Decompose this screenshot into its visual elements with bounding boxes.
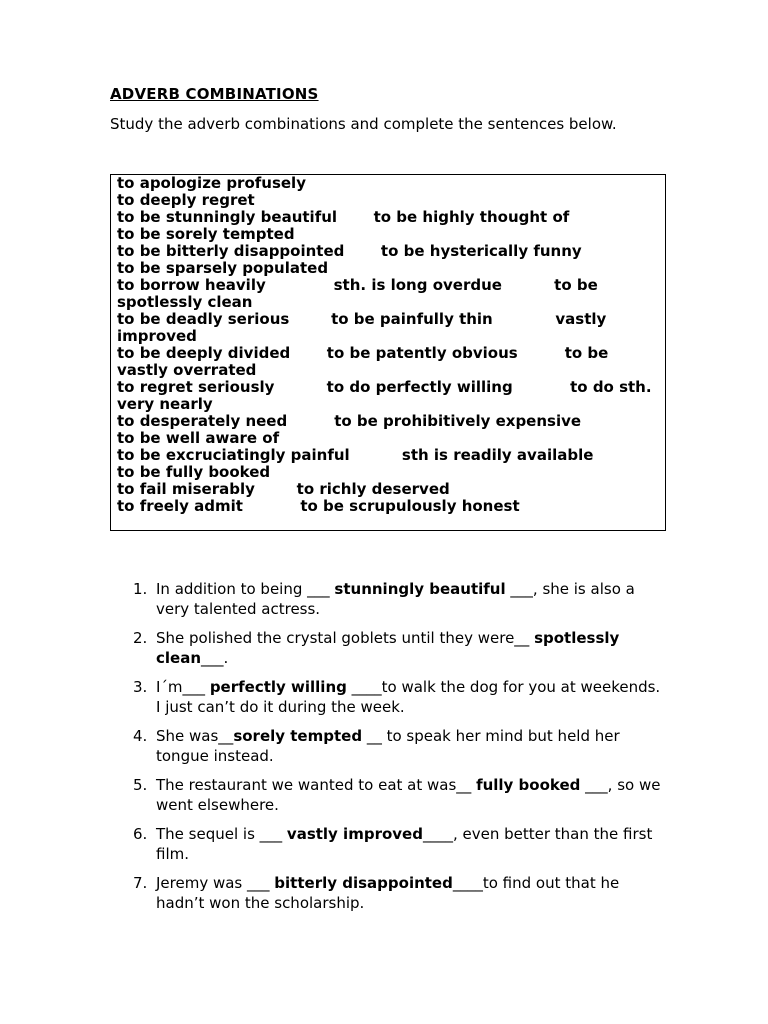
answer-text: stunningly beautiful (334, 580, 506, 598)
exercise-number: 2. (133, 629, 148, 647)
sentence-text: ___, so we went elsewhere. (156, 776, 661, 814)
exercise-number: 6. (133, 825, 148, 843)
exercise-item (110, 678, 666, 717)
answer-text: fully booked (476, 776, 581, 794)
combination-line: to be sparsely populated (117, 259, 329, 277)
exercise-item (110, 825, 666, 864)
sentence-text: She was__ (156, 727, 234, 745)
sentence-text: The sequel is ___ (156, 825, 287, 843)
combination-line: to freely admit to be scrupulously honest (117, 497, 520, 515)
instruction-text: Study the adverb combinations and complete the sentences below. (110, 115, 617, 133)
exercise-item (110, 727, 666, 766)
combination-line: to be excruciatingly painful sth is readily available (117, 446, 594, 464)
combination-line: to be well aware of (117, 429, 280, 447)
exercise-number: 5. (133, 776, 148, 794)
combination-line: to be stunningly beautiful to be highly thought of (117, 208, 570, 226)
combination-line: to desperately need to be prohibitively expensive (117, 412, 582, 430)
answer-text: sorely tempted (233, 727, 363, 745)
exercise-list (110, 580, 666, 923)
page-title: ADVERB COMBINATIONS (110, 85, 319, 103)
combination-line: to be sorely tempted (117, 225, 295, 243)
combination-line: to borrow heavily sth. is long overdue to be spotlessly clean (117, 276, 604, 311)
exercise-number: 3. (133, 678, 148, 696)
combination-line: to fail miserably to richly deserved (117, 480, 450, 498)
sentence-text: Jeremy was ___ (156, 874, 275, 892)
exercise-number: 7. (133, 874, 148, 892)
sentence-text: ____to find out that he hadn’t won the scholarship. (156, 874, 620, 912)
combination-line: to be deadly serious to be painfully thin vastly improved (117, 310, 612, 345)
sentence-text: I´m___ (156, 678, 210, 696)
sentence-text: ____to walk the dog for you at weekends. I just can’t do it during the week. (156, 678, 661, 716)
sentence-text: ___, she is also a very talented actress. (156, 580, 635, 618)
adverb-combinations-box (110, 174, 666, 531)
exercise-number: 1. (133, 580, 148, 598)
adverb-combinations-text (117, 175, 661, 515)
exercise-number: 4. (133, 727, 148, 745)
exercise-item (110, 580, 666, 619)
answer-text: vastly improved (286, 825, 423, 843)
sentence-text: In addition to being ___ (156, 580, 335, 598)
sentence-text: __ to speak her mind but held her tongue instead. (156, 727, 620, 765)
combination-line: to be fully booked (117, 463, 271, 481)
sentence-text: She polished the crystal goblets until they were__ (156, 629, 535, 647)
exercise-item (110, 629, 666, 668)
sentence-text: The restaurant we wanted to eat at was__ (156, 776, 477, 794)
combination-line: to deeply regret (117, 191, 255, 209)
answer-text: perfectly willing (209, 678, 347, 696)
combination-line: to be bitterly disappointed to be hysterically funny (117, 242, 582, 260)
combination-line: to regret seriously to do perfectly willing to do sth. very nearly (117, 378, 657, 413)
combination-line: to be deeply divided to be patently obvious to be vastly overrated (117, 344, 614, 379)
combination-line: to apologize profusely (117, 174, 306, 192)
exercise-item (110, 874, 666, 913)
exercise-item (110, 776, 666, 815)
answer-text: bitterly disappointed (274, 874, 453, 892)
sentence-text: ____, even better than the first film. (156, 825, 653, 863)
sentence-text: ___. (201, 648, 229, 667)
answer-text: spotlessly clean (156, 629, 620, 667)
